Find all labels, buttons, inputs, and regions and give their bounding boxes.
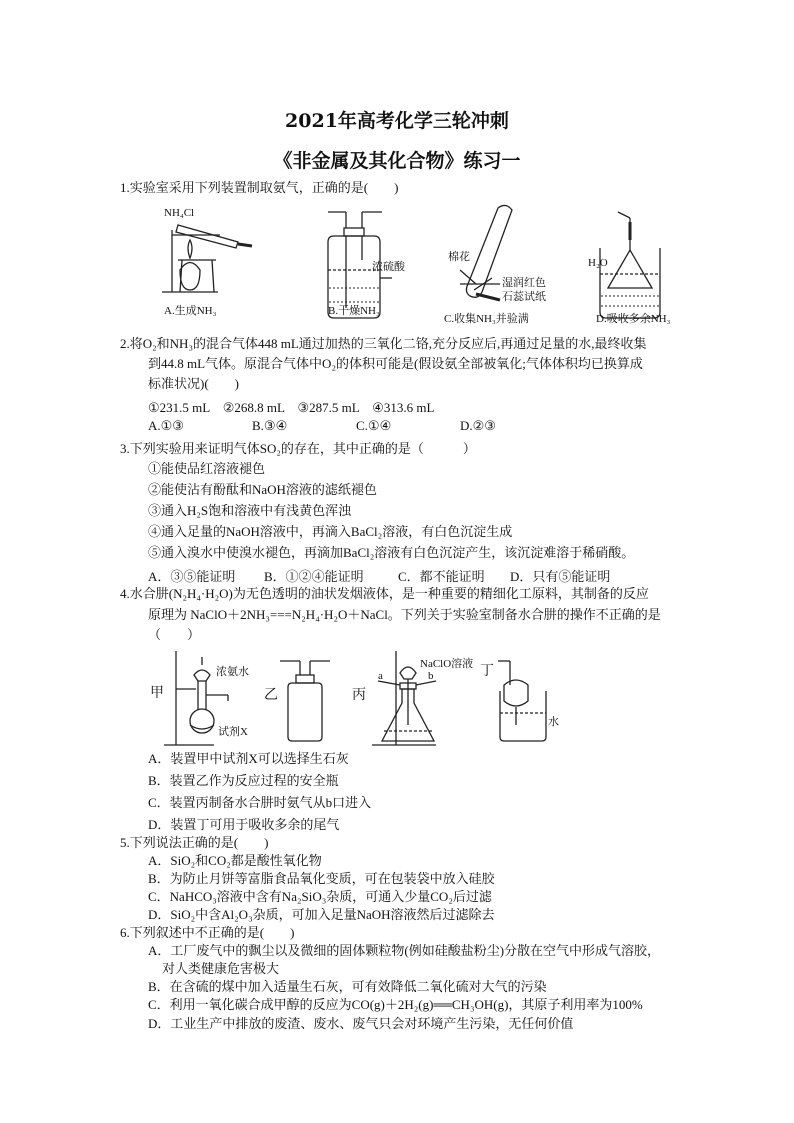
label-nh4cl: NH₄Cl — [164, 207, 195, 219]
q6-option-a-line-1: A．工厂废气中的飘尘以及微细的固体颗粒物(例如硅酸盐粉尘)分散在空气中形成气溶胶， — [148, 943, 661, 958]
q2-option-c: C.①④ — [356, 418, 392, 433]
q4-line-2: 原理为 NaClO＋2NH₃===N₂H₄·H₂O＋NaCl。下列关于实验室制备水合肼的操作不正确的是 — [148, 607, 661, 622]
label-yi: 乙 — [264, 688, 278, 703]
q3-item-4: ④通入足量的NaOH溶液中，再滴入BaCl₂溶液，有白色沉淀生成 — [148, 524, 513, 539]
page-subtitle: 《非金属及其化合物》练习一 — [273, 150, 521, 172]
q2-line-2: 到44.8 mL气体。原混合气体中O₂的体积可能是(假设氨全部被氧化;气体体积均已换算成 — [148, 356, 643, 371]
caption-a: A.生成NH₃ — [164, 305, 217, 317]
q4-option-a: A．装置甲中试剂X可以选择生石灰 — [148, 751, 349, 766]
q5-option-d: D．SiO₂中含Al₂O₃杂质，可加入足量NaOH溶液然后过滤除去 — [148, 907, 495, 922]
label-reagent-x: 试剂X — [218, 726, 248, 738]
q1-figure — [160, 200, 690, 330]
q2-line-1: 2.将O₂和NH₃的混合气体448 mL通过加热的三氧化二铬,充分反应后,再通过足量的水,最终收集 — [120, 336, 647, 351]
q2-values: ①231.5 mL ②268.8 mL ③287.5 mL ④313.6 mL — [148, 400, 435, 415]
label-water-ding: 水 — [548, 716, 559, 728]
label-port-b: b — [428, 670, 434, 682]
q3-item-5: ⑤通入溴水中使溴水褪色，再滴加BaCl₂溶液有白色沉淀产生，该沉淀难溶于稀硝酸。 — [148, 545, 635, 560]
q4-line-1: 4.水合肼(N₂H₄·H₂O)为无色透明的油状发烟液体，是一种重要的精细化工原料，其制备的反应 — [120, 586, 649, 601]
label-bing: 丙 — [352, 688, 366, 703]
label-cotton: 棉花 — [448, 251, 470, 263]
q3-option-b: B．①②④能证明 — [264, 569, 364, 584]
q3-option-d: D．只有⑤能证明 — [510, 569, 611, 584]
q3-item-2: ②能使沾有酚酞和NaOH溶液的滤纸褪色 — [148, 482, 377, 497]
q4-option-c: C．装置丙制备水合肼时氨气从b口进入 — [148, 795, 372, 810]
q2-options — [148, 418, 668, 436]
label-water-d: H₂O — [588, 257, 608, 269]
q6-option-a-line-2: 对人类健康危害极大 — [162, 961, 280, 976]
q1-stem: 1.实验室采用下列装置制取氨气，正确的是( ) — [120, 180, 399, 195]
caption-d: D.吸收多余NH₃ — [596, 313, 671, 325]
q3-item-3: ③通入H₂S饱和溶液中有浅黄色浑浊 — [148, 503, 352, 518]
page-title: 2021年高考化学三轮冲刺 — [285, 110, 509, 132]
label-naclo: NaClO溶液 — [420, 658, 474, 670]
q3-item-1: ①能使品红溶液褪色 — [148, 461, 266, 476]
q3-option-a: A．③⑤能证明 — [148, 569, 236, 584]
q6-stem: 6.下列叙述中不正确的是( ) — [120, 925, 295, 940]
q2-option-d: D.②③ — [460, 418, 496, 433]
label-ammonia: 浓氨水 — [216, 666, 249, 678]
label-paper-1: 湿润红色 — [502, 277, 546, 289]
label-ding: 丁 — [480, 664, 494, 679]
q4-apparatus — [146, 645, 566, 749]
label-acid: 浓硫酸 — [372, 261, 405, 273]
q3-option-c: C．都不能证明 — [398, 569, 485, 584]
q4-option-b: B．装置乙作为反应过程的安全瓶 — [148, 773, 339, 788]
caption-c: C.收集NH₃并验满 — [444, 313, 529, 325]
caption-b: B.干燥NH₃ — [328, 305, 380, 317]
q4-figure — [146, 645, 566, 749]
q6-option-d: D．工业生产中排放的废渣、废水、废气只会对环境产生污染，无任何价值 — [148, 1016, 574, 1031]
label-jia: 甲 — [150, 686, 164, 701]
q2-option-a: A.①③ — [148, 418, 184, 433]
q4-line-3: （ ） — [148, 627, 201, 642]
label-port-a: a — [378, 670, 383, 682]
q2-option-b: B.③④ — [252, 418, 288, 433]
q5-option-c: C．NaHCO₃溶液中含有Na₂SiO₃杂质，可通入少量CO₂后过滤 — [148, 889, 492, 904]
q5-option-a: A．SiO₂和CO₂都是酸性氧化物 — [148, 853, 322, 868]
q2-line-3: 标准状况)( ) — [148, 376, 239, 391]
q5-option-b: B．为防止月饼等富脂食品氧化变质，可在包装袋中放入硅胶 — [148, 871, 495, 886]
q6-option-b: B．在含硫的煤中加入适量生石灰，可有效降低二氧化硫对大气的污染 — [148, 979, 547, 994]
q6-option-c: C．利用一氧化碳合成甲醇的反应为CO(g)＋2H₂(g)══CH₃OH(g)，其原子利用率为100% — [148, 997, 643, 1012]
q4-option-d: D．装置丁可用于吸收多余的尾气 — [148, 817, 340, 832]
q3-options — [148, 566, 668, 584]
label-paper-2: 石蕊试纸 — [502, 291, 546, 303]
q5-stem: 5.下列说法正确的是( ) — [120, 835, 269, 850]
q1-apparatus — [160, 200, 690, 330]
q3-stem: 3.下列实验用来证明气体SO₂的存在，其中正确的是（ ） — [120, 441, 476, 456]
